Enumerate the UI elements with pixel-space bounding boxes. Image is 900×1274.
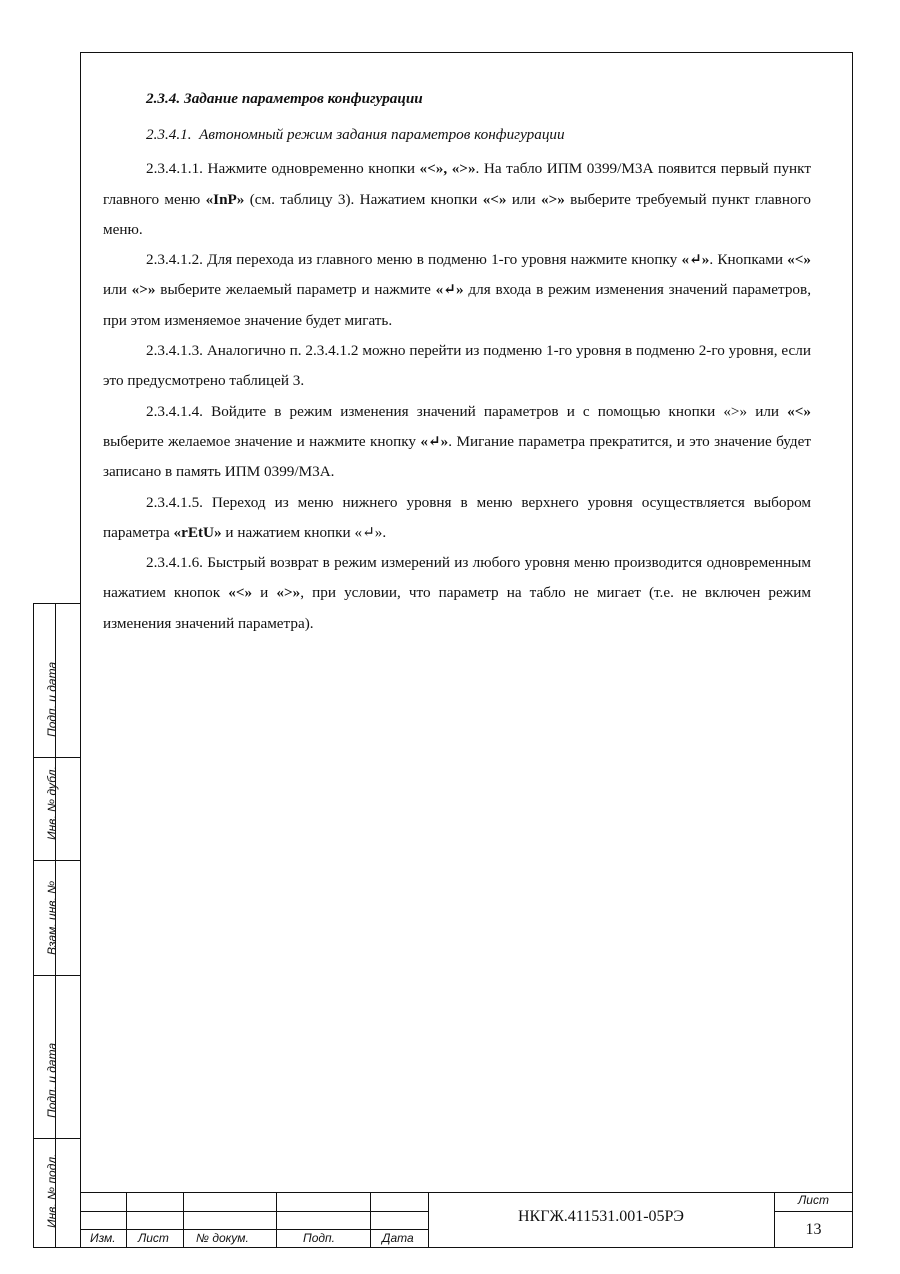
side-cell-replace-inv [33, 860, 80, 975]
side-label: Подп. и дата [45, 661, 59, 737]
subsection-heading: 2.3.4.1. Автономный режим задания параметров конфигурации [146, 126, 565, 143]
side-cell-sign-date-2 [33, 975, 80, 1138]
section-heading: 2.3.4. Задание параметров конфигурации [146, 90, 423, 107]
side-cell-dup-inv [33, 757, 80, 860]
side-label: Инв. № подл. [45, 1153, 59, 1228]
paragraph-2-3-4-1-2: 2.3.4.1.2. Для перехода из главного меню в подменю 1-го уровня нажмите кнопку «↵». Кнопками «<» или «>» выберите желаемый параметр и нажмите «↵» для входа в режим изменения значений параметров, при этом изменяемое значение будет мигать. [103, 251, 812, 329]
paragraph-2-3-4-1-1: 2.3.4.1.1. Нажмите одновременно кнопки «<», «>». На табло ИПМ 0399/М3А появится первый пункт главного меню «InP» (см. таблицу 3). Нажатием кнопки «<» или «>» выберите требуемый пункт главного меню. [103, 160, 811, 238]
side-label: Подп. и дата [45, 1042, 59, 1118]
title-block [80, 1192, 853, 1248]
paragraph-2-3-4-1-5: 2.3.4.1.5. Переход из меню нижнего уровня в меню верхнего уровня осуществляется выбором параметра «rEtU» и нажатием кнопки «↵». [103, 493, 811, 541]
col-label-change: Изм. [90, 1231, 116, 1245]
side-cell-sign-date [33, 603, 80, 757]
side-cell-orig-inv [33, 1138, 80, 1248]
sheet-label: Лист [798, 1193, 829, 1207]
col-label-date: Дата [382, 1231, 414, 1245]
side-stamp [33, 603, 80, 1248]
paragraph-2-3-4-1-3: 2.3.4.1.3. Аналогично п. 2.3.4.1.2 можно перейти из подменю 1-го уровня в подменю 2-го уровня, если это предусмотрено таблицей 3. [103, 342, 811, 390]
document-body [103, 86, 811, 639]
col-label-signature: Подп. [303, 1231, 335, 1245]
paragraph-2-3-4-1-4: 2.3.4.1.4. Войдите в режим изменения значений параметров и с помощью кнопки «>» или «<» выберите желаемое значение и нажмите кнопку «↵». Мигание параметра прекратится, и это значение будет записано в память ИПМ 0399/М3А. [103, 402, 811, 481]
document-designation: НКГЖ.411531.001-05РЭ [517, 1208, 684, 1225]
side-label: Взам. инв. № [45, 880, 59, 955]
paragraph-2-3-4-1-6: 2.3.4.1.6. Быстрый возврат в режим измерений из любого уровня меню производится одновременным нажатием кнопок «<» и «>», при условии, что параметр на табло не мигает (т.е. не включен режим изменения значений параметра). [103, 554, 811, 632]
side-stamp-bottom-border [33, 1247, 80, 1248]
side-label: Инв. № дубл. [45, 766, 59, 840]
col-label-doc-number: № докум. [196, 1231, 249, 1245]
col-label-sheet: Лист [138, 1231, 169, 1245]
sheet-number: 13 [805, 1221, 822, 1238]
